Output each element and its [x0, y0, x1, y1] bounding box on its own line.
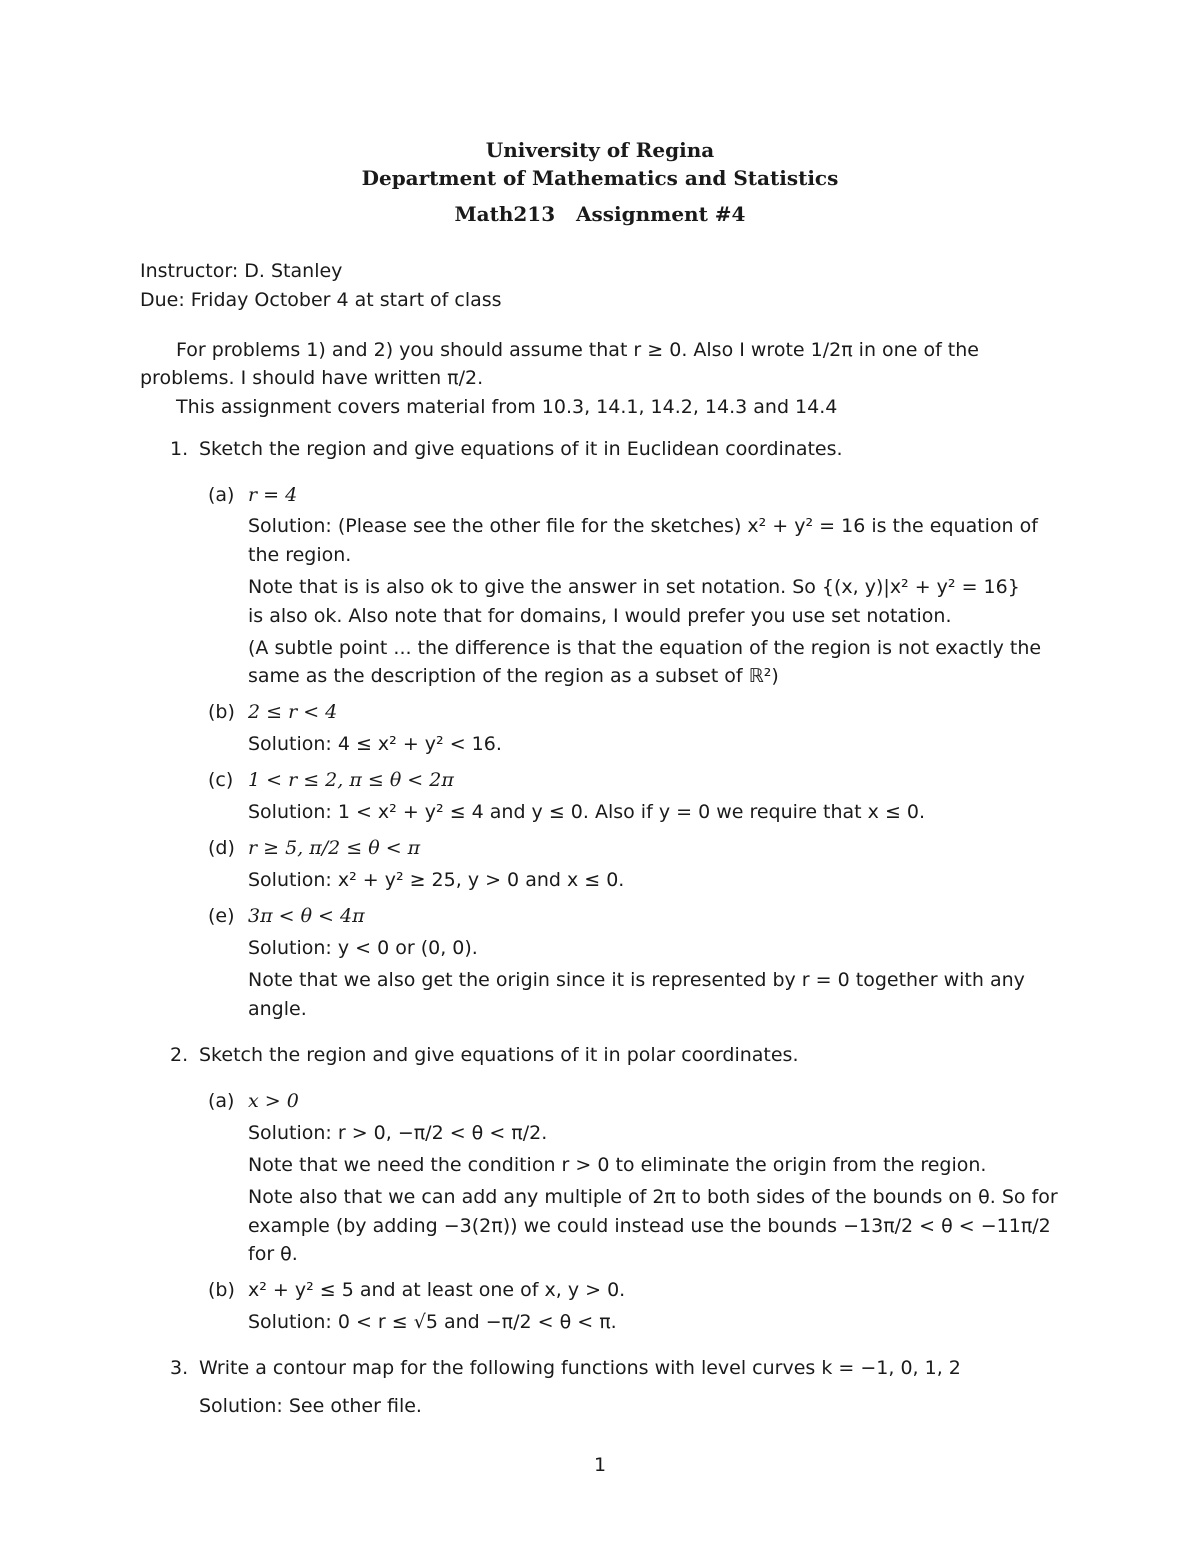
- p1a-note-line-1: Note that is is also ok to give the answer in set notation. So {(x, y)|x² + y² = 16}: [248, 576, 1020, 598]
- p1a-note-line-3: (A subtle point ... the difference is that the equation of the region is not exactly the: [248, 637, 1042, 659]
- p2a-label: (a): [208, 1090, 235, 1112]
- p2b-statement: x² + y² ≤ 5 and at least one of x, y > 0.: [248, 1279, 626, 1301]
- p2b-label: (b): [208, 1279, 235, 1301]
- p1d-statement: r ≥ 5, π/2 ≤ θ < π: [248, 837, 421, 859]
- problem-3-number: 3.: [170, 1357, 189, 1379]
- problem-3-solution: Solution: See other file.: [199, 1395, 422, 1417]
- p2a-note-line-3: example (by adding −3(2π)) we could instead use the bounds −13π/2 < θ < −11π/2: [248, 1215, 1051, 1237]
- problem-2-text: Sketch the region and give equations of it in polar coordinates.: [199, 1044, 799, 1066]
- due-line: Due: Friday October 4 at start of class: [140, 289, 502, 311]
- assignment-title: Math213 Assignment #4: [454, 202, 746, 226]
- p1e-solution: Solution: y < 0 or (0, 0).: [248, 937, 478, 959]
- intro-line-1: For problems 1) and 2) you should assume that r ≥ 0. Also I wrote 1/2π in one of the: [176, 339, 979, 361]
- intro-line-2: problems. I should have written π/2.: [140, 367, 484, 389]
- p1b-label: (b): [208, 701, 235, 723]
- p1c-solution: Solution: 1 < x² + y² ≤ 4 and y ≤ 0. Also if y = 0 we require that x ≤ 0.: [248, 801, 926, 823]
- problem-3-text: Write a contour map for the following functions with level curves k = −1, 0, 1, 2: [199, 1357, 961, 1379]
- department-title: Department of Mathematics and Statistics: [361, 166, 839, 190]
- p1b-statement: 2 ≤ r < 4: [248, 701, 338, 723]
- p1e-note-line-1: Note that we also get the origin since it is represented by r = 0 together with any: [248, 969, 1025, 991]
- p2a-note-line-1: Note that we need the condition r > 0 to eliminate the origin from the region.: [248, 1154, 987, 1176]
- p1e-statement: 3π < θ < 4π: [248, 905, 365, 927]
- p1b-solution: Solution: 4 ≤ x² + y² < 16.: [248, 733, 502, 755]
- p1a-note-line-2: is also ok. Also note that for domains, I would prefer you use set notation.: [248, 605, 952, 627]
- p1e-note-line-2: angle.: [248, 998, 307, 1020]
- university-title: University of Regina: [485, 138, 715, 162]
- problem-1-text: Sketch the region and give equations of it in Euclidean coordinates.: [199, 438, 843, 460]
- p1c-label: (c): [208, 769, 234, 791]
- p1d-solution: Solution: x² + y² ≥ 25, y > 0 and x ≤ 0.: [248, 869, 625, 891]
- p1c-statement: 1 < r ≤ 2, π ≤ θ < 2π: [248, 769, 454, 791]
- intro-line-3: This assignment covers material from 10.3, 14.1, 14.2, 14.3 and 14.4: [176, 396, 838, 418]
- p2a-statement: x > 0: [248, 1090, 299, 1112]
- p2a-note-line-4: for θ.: [248, 1243, 298, 1265]
- p1e-label: (e): [208, 905, 235, 927]
- problem-2-number: 2.: [170, 1044, 189, 1066]
- p1a-note-line-4: same as the description of the region as a subset of ℝ²): [248, 665, 779, 687]
- instructor-line: Instructor: D. Stanley: [140, 260, 343, 282]
- p1a-solution-line-2: the region.: [248, 544, 352, 566]
- problem-1-number: 1.: [170, 438, 189, 460]
- p2b-solution: Solution: 0 < r ≤ √5 and −π/2 < θ < π.: [248, 1311, 617, 1333]
- p1d-label: (d): [208, 837, 235, 859]
- p2a-solution: Solution: r > 0, −π/2 < θ < π/2.: [248, 1122, 548, 1144]
- p1a-statement: r = 4: [248, 484, 298, 506]
- p1a-label: (a): [208, 484, 235, 506]
- page-number: 1: [593, 1454, 607, 1476]
- p2a-note-line-2: Note also that we can add any multiple of 2π to both sides of the bounds on θ. So for: [248, 1186, 1058, 1208]
- p1a-solution-line-1: Solution: (Please see the other file for the sketches) x² + y² = 16 is the equation of: [248, 515, 1038, 537]
